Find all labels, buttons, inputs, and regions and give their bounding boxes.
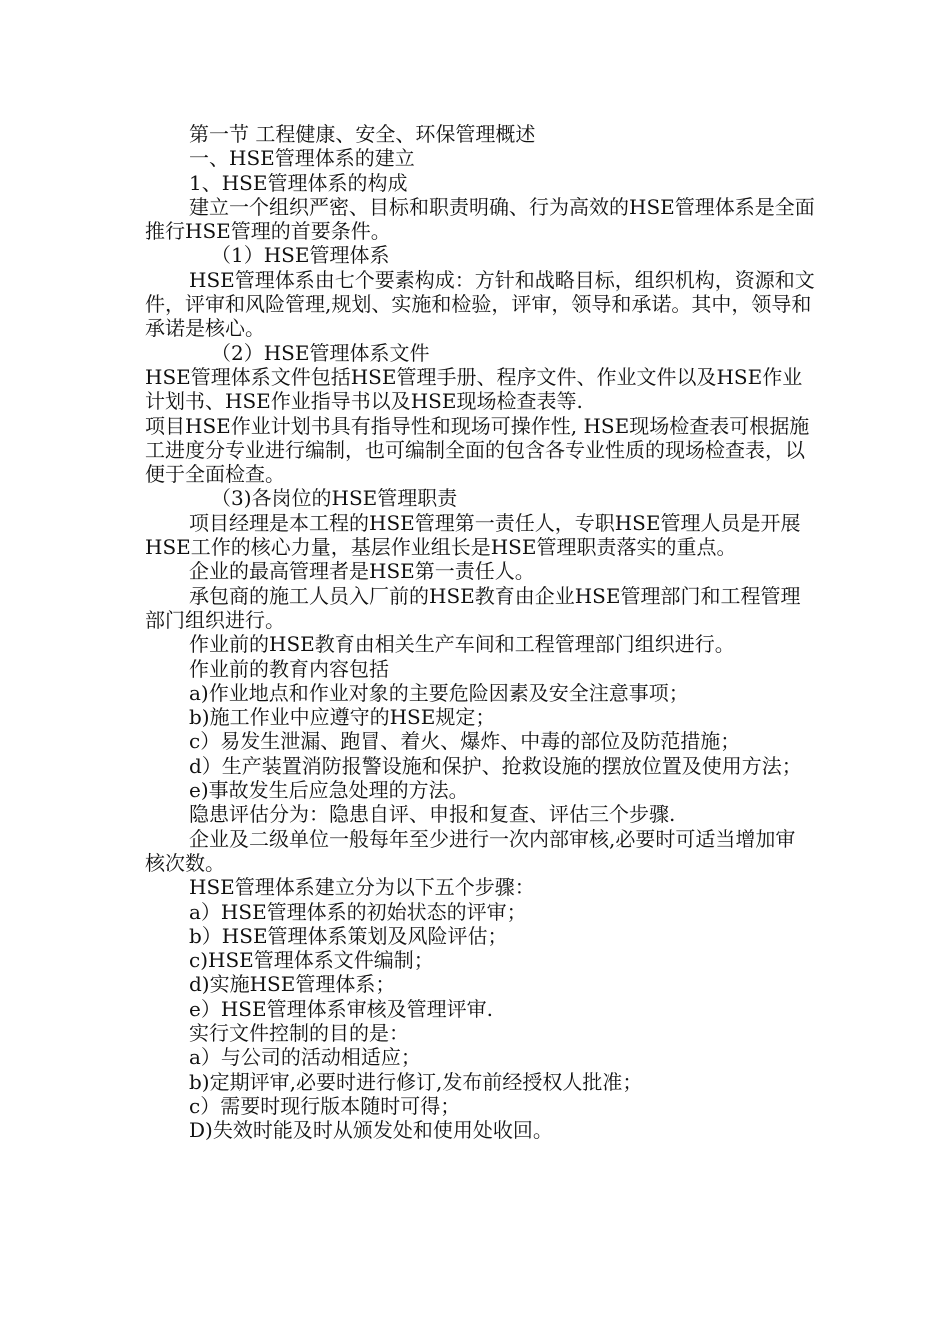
list-item: c)HSE管理体系文件编制； <box>189 948 434 973</box>
paragraph: HSE管理体系由七个要素构成：方针和战略目标，组织机构，资源和文件，评审和风险管理,规划、实施和检验，评审，领导和承诺。其中，领导和承诺是核心。 <box>145 267 815 341</box>
list-item: a）HSE管理体系的初始状态的评审； <box>189 899 527 924</box>
paragraph: 项目HSE作业计划书具有指导性和现场可操作性, HSE现场检查表可根据施工进度分专业进行编制，也可编制全面的包含各专业性质的现场检查表，以便于全面检查。 <box>145 413 810 487</box>
list-item: b）HSE管理体系策划及风险评估； <box>189 923 508 948</box>
paragraph: 作业前的教育内容包括 <box>189 656 389 681</box>
list-item: d)实施HSE管理体系； <box>189 972 396 997</box>
list-item: e)事故发生后应急处理的方法。 <box>189 778 469 803</box>
list-item: c）易发生泄漏、跑冒、着火、爆炸、中毒的部位及防范措施； <box>189 729 741 754</box>
paragraph: 项目经理是本工程的HSE管理第一责任人，专职HSE管理人员是开展HSE工作的核心力量，基层作业组长是HSE管理职责落实的重点。 <box>145 510 801 560</box>
heading-2: 1、HSE管理体系的构成 <box>189 170 408 195</box>
subheading: （3)各岗位的HSE管理职责 <box>211 486 458 511</box>
list-item: e）HSE管理体系审核及管理评审. <box>189 996 493 1021</box>
paragraph: 企业的最高管理者是HSE第一责任人。 <box>189 559 535 584</box>
paragraph: HSE管理体系文件包括HSE管理手册、程序文件、作业文件以及HSE作业计划书、HSE作业指导书以及HSE现场检查表等. <box>145 364 803 414</box>
paragraph: 承包商的施工人员入厂前的HSE教育由企业HSE管理部门和工程管理部门组织进行。 <box>145 583 801 632</box>
list-item: a)作业地点和作业对象的主要危险因素及安全注意事项； <box>189 680 689 705</box>
paragraph: 隐患评估分为：隐患自评、申报和复查、评估三个步骤. <box>189 802 676 827</box>
list-item: d）生产装置消防报警设施和保护、抢救设施的摆放位置及使用方法； <box>189 753 802 778</box>
list-item: D)失效时能及时从颁发处和使用处收回。 <box>189 1118 553 1143</box>
heading-1: 一、HSE管理体系的建立 <box>189 146 415 171</box>
section-title: 第一节 工程健康、安全、环保管理概述 <box>189 122 536 146</box>
paragraph: 企业及二级单位一般每年至少进行一次内部审核,必要时可适当增加审核次数。 <box>145 826 796 875</box>
list-item: b)施工作业中应遵守的HSE规定； <box>189 705 496 730</box>
paragraph: HSE管理体系建立分为以下五个步骤： <box>189 875 535 900</box>
list-item: b)定期评审,必要时进行修订,发布前经授权人批准； <box>189 1069 643 1094</box>
paragraph: 实行文件控制的目的是： <box>189 1020 409 1045</box>
paragraph: 建立一个组织严密、目标和职责明确、行为高效的HSE管理体系是全面推行HSE管理的首要条件。 <box>145 194 815 244</box>
document-body <box>145 122 815 1142</box>
paragraph: 作业前的HSE教育由相关生产车间和工程管理部门组织进行。 <box>189 632 735 657</box>
list-item: c）需要时现行版本随时可得； <box>189 1093 461 1118</box>
list-item: a）与公司的活动相适应； <box>189 1045 421 1070</box>
subheading: （1）HSE管理体系 <box>211 243 390 268</box>
subheading: （2）HSE管理体系文件 <box>211 340 430 365</box>
